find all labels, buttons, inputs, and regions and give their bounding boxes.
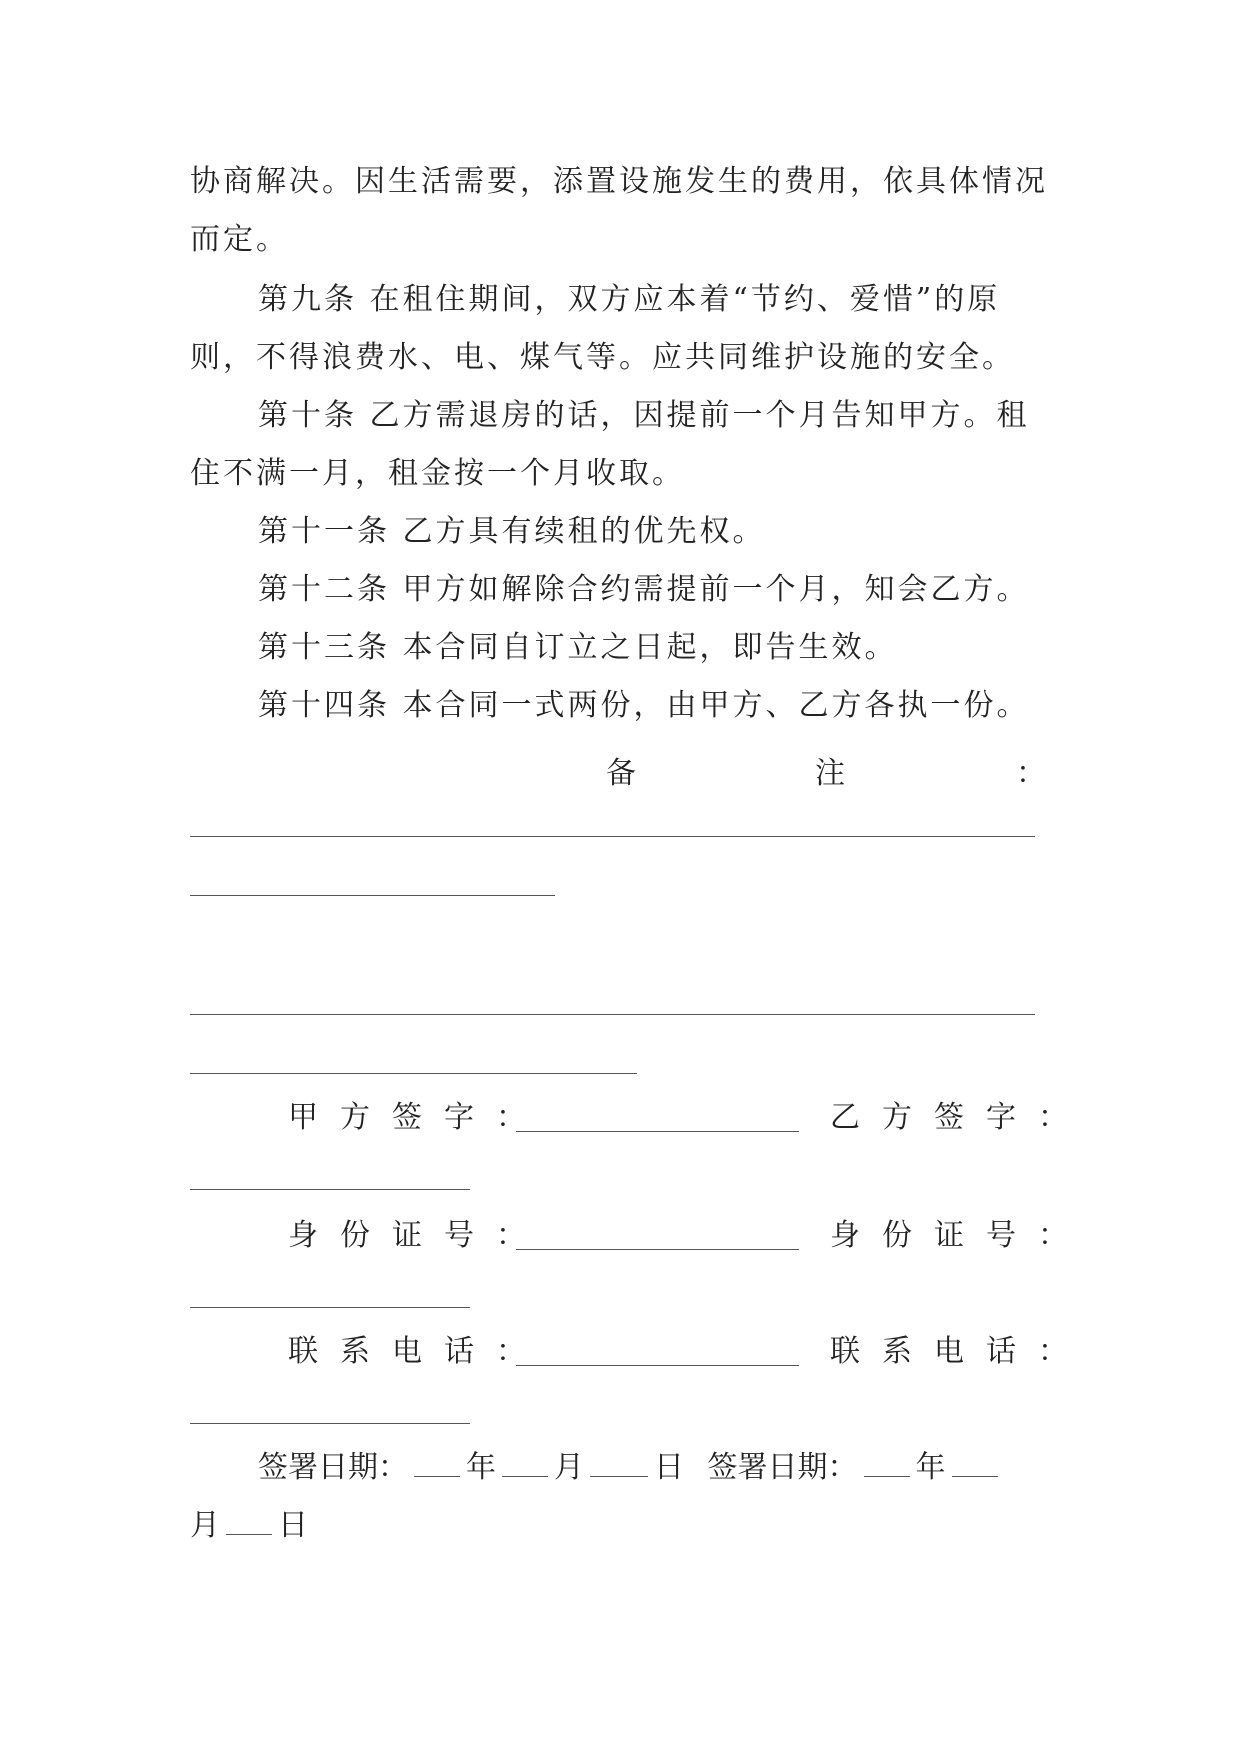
date-row-cont — [190, 1508, 308, 1544]
party-a-sign-blank[interactable] — [516, 1131, 799, 1132]
article-14: 第十四条 本合同一式两份，由甲方、乙方各执一份。 — [258, 688, 1030, 723]
remarks-line — [190, 895, 555, 896]
paragraph-line: 而定。 — [190, 222, 289, 257]
remarks-colon: ： — [1016, 756, 1046, 791]
article-12: 第十二条 甲方如解除合约需提前一个月，知会乙方。 — [258, 572, 1030, 607]
article-13: 第十三条 本合同自订立之日起，即告生效。 — [258, 630, 898, 665]
month-blank-b[interactable] — [952, 1450, 998, 1477]
article-9-line-2: 则，不得浪费水、电、煤气等。应共同维护设施的安全。 — [190, 340, 1015, 375]
article-10-line-2: 住不满一月，租金按一个月收取。 — [190, 456, 685, 491]
article-10-line-1: 第十条 乙方需退房的话，因提前一个月告知甲方。租 — [258, 398, 1030, 433]
party-a-sign-label: 甲方签字： — [288, 1100, 548, 1135]
party-b-phone-blank[interactable] — [190, 1423, 470, 1424]
year-blank-a[interactable] — [414, 1450, 460, 1477]
article-9-line-1: 第九条 在租住期间，双方应本着“节约、爱惜”的原 — [258, 282, 1001, 317]
date-row — [258, 1450, 1004, 1486]
month-blank-a[interactable] — [502, 1450, 548, 1477]
remarks-line — [190, 1073, 637, 1074]
remarks-line — [190, 836, 1035, 837]
day-label-a: 日 — [654, 1450, 684, 1485]
party-a-id-label: 身份证号： — [288, 1218, 548, 1253]
party-b-phone-label: 联系电话： — [830, 1334, 1090, 1369]
day-blank-b[interactable] — [226, 1508, 272, 1535]
day-blank-a[interactable] — [590, 1450, 648, 1477]
party-a-id-blank[interactable] — [516, 1249, 799, 1250]
party-b-sign-label: 乙方签字： — [830, 1100, 1090, 1135]
party-a-phone-label: 联系电话： — [288, 1334, 548, 1369]
month-label-a: 月 — [554, 1450, 584, 1485]
date-label-a: 签署日期： — [258, 1450, 408, 1485]
remarks-char-2: 注 — [815, 756, 845, 791]
remarks-heading — [190, 748, 1050, 791]
party-b-id-blank[interactable] — [190, 1307, 470, 1308]
remarks-line — [190, 1014, 1035, 1015]
party-b-id-label: 身份证号： — [830, 1218, 1090, 1253]
paragraph-line: 协商解决。因生活需要，添置设施发生的费用，依具体情况 — [190, 164, 1048, 199]
year-label-b: 年 — [915, 1450, 946, 1485]
day-label-b: 日 — [278, 1508, 308, 1543]
party-a-phone-blank[interactable] — [516, 1365, 799, 1366]
article-11: 第十一条 乙方具有续租的优先权。 — [258, 514, 766, 549]
year-label-a: 年 — [466, 1450, 496, 1485]
remarks-char-1: 备 — [606, 756, 636, 791]
month-label-b: 月 — [190, 1508, 220, 1543]
date-label-b: 签署日期： — [707, 1450, 858, 1485]
party-b-sign-blank[interactable] — [190, 1189, 470, 1190]
year-blank-b[interactable] — [864, 1450, 910, 1477]
